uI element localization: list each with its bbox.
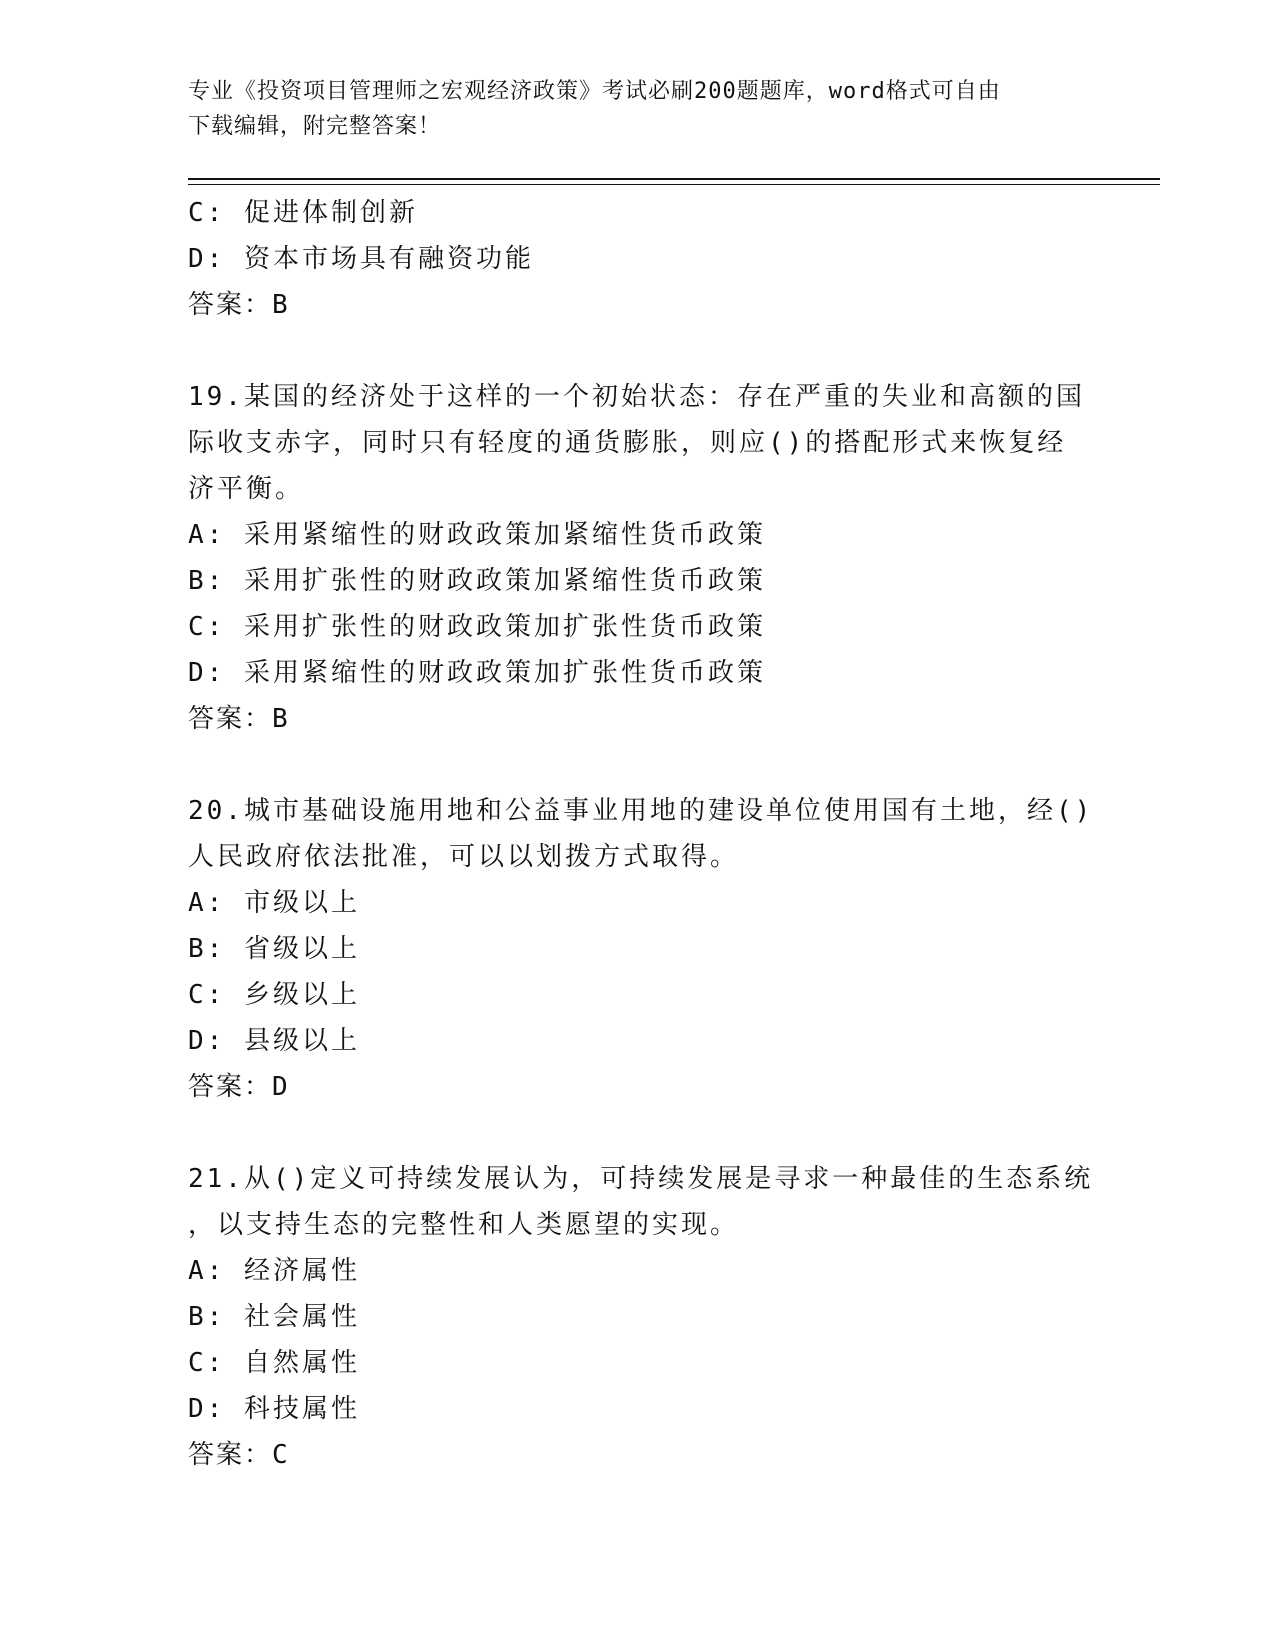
header-line-1: 专业《投资项目管理师之宏观经济政策》考试必刷200题题库，word格式可自由 bbox=[188, 79, 1001, 104]
header-line-2: 下载编辑，附完整答案！ bbox=[188, 114, 442, 139]
option-c: C: 促进体制创新 bbox=[188, 198, 418, 228]
option-d: D: 资本市场具有融资功能 bbox=[188, 244, 534, 274]
spacer bbox=[188, 1110, 1160, 1156]
option-c: C: 自然属性 bbox=[188, 1348, 360, 1378]
option-b: B: 社会属性 bbox=[188, 1302, 360, 1332]
option-a: A: 采用紧缩性的财政政策加紧缩性货币政策 bbox=[188, 520, 766, 550]
option-a: A: 经济属性 bbox=[188, 1256, 360, 1286]
answer-line: 答案：C bbox=[188, 1440, 290, 1470]
question-list bbox=[188, 190, 1160, 1478]
option-b: B: 采用扩张性的财政政策加紧缩性货币政策 bbox=[188, 566, 766, 596]
question-21 bbox=[188, 1156, 1160, 1478]
question-stem-line: 人民政府依法批准，可以以划拨方式取得。 bbox=[188, 842, 740, 872]
option-d: D: 县级以上 bbox=[188, 1026, 360, 1056]
header-divider-thin bbox=[188, 184, 1160, 185]
question-stem-line: 济平衡。 bbox=[188, 474, 305, 504]
option-d: D: 科技属性 bbox=[188, 1394, 360, 1424]
option-b: B: 省级以上 bbox=[188, 934, 360, 964]
option-c: C: 乡级以上 bbox=[188, 980, 360, 1010]
question-stem-line: 19.某国的经济处于这样的一个初始状态：存在严重的失业和高额的国 bbox=[188, 382, 1085, 412]
header-divider-thick bbox=[188, 178, 1160, 180]
spacer bbox=[188, 742, 1160, 788]
answer-line: 答案：D bbox=[188, 1072, 290, 1102]
spacer bbox=[188, 328, 1160, 374]
option-c: C: 采用扩张性的财政政策加扩张性货币政策 bbox=[188, 612, 766, 642]
document-header bbox=[188, 74, 1088, 144]
question-stem-line: ，以支持生态的完整性和人类愿望的实现。 bbox=[188, 1210, 740, 1240]
answer-line: 答案：B bbox=[188, 704, 290, 734]
previous-question-tail bbox=[188, 190, 1160, 328]
question-19 bbox=[188, 374, 1160, 742]
question-stem-line: 20.城市基础设施用地和公益事业用地的建设单位使用国有土地，经() bbox=[188, 796, 1094, 826]
question-stem-line: 际收支赤字，同时只有轻度的通货膨胀，则应()的搭配形式来恢复经 bbox=[188, 428, 1067, 458]
answer-line: 答案：B bbox=[188, 290, 290, 320]
option-a: A: 市级以上 bbox=[188, 888, 360, 918]
question-20 bbox=[188, 788, 1160, 1110]
option-d: D: 采用紧缩性的财政政策加扩张性货币政策 bbox=[188, 658, 766, 688]
question-stem-line: 21.从()定义可持续发展认为，可持续发展是寻求一种最佳的生态系统 bbox=[188, 1164, 1094, 1194]
